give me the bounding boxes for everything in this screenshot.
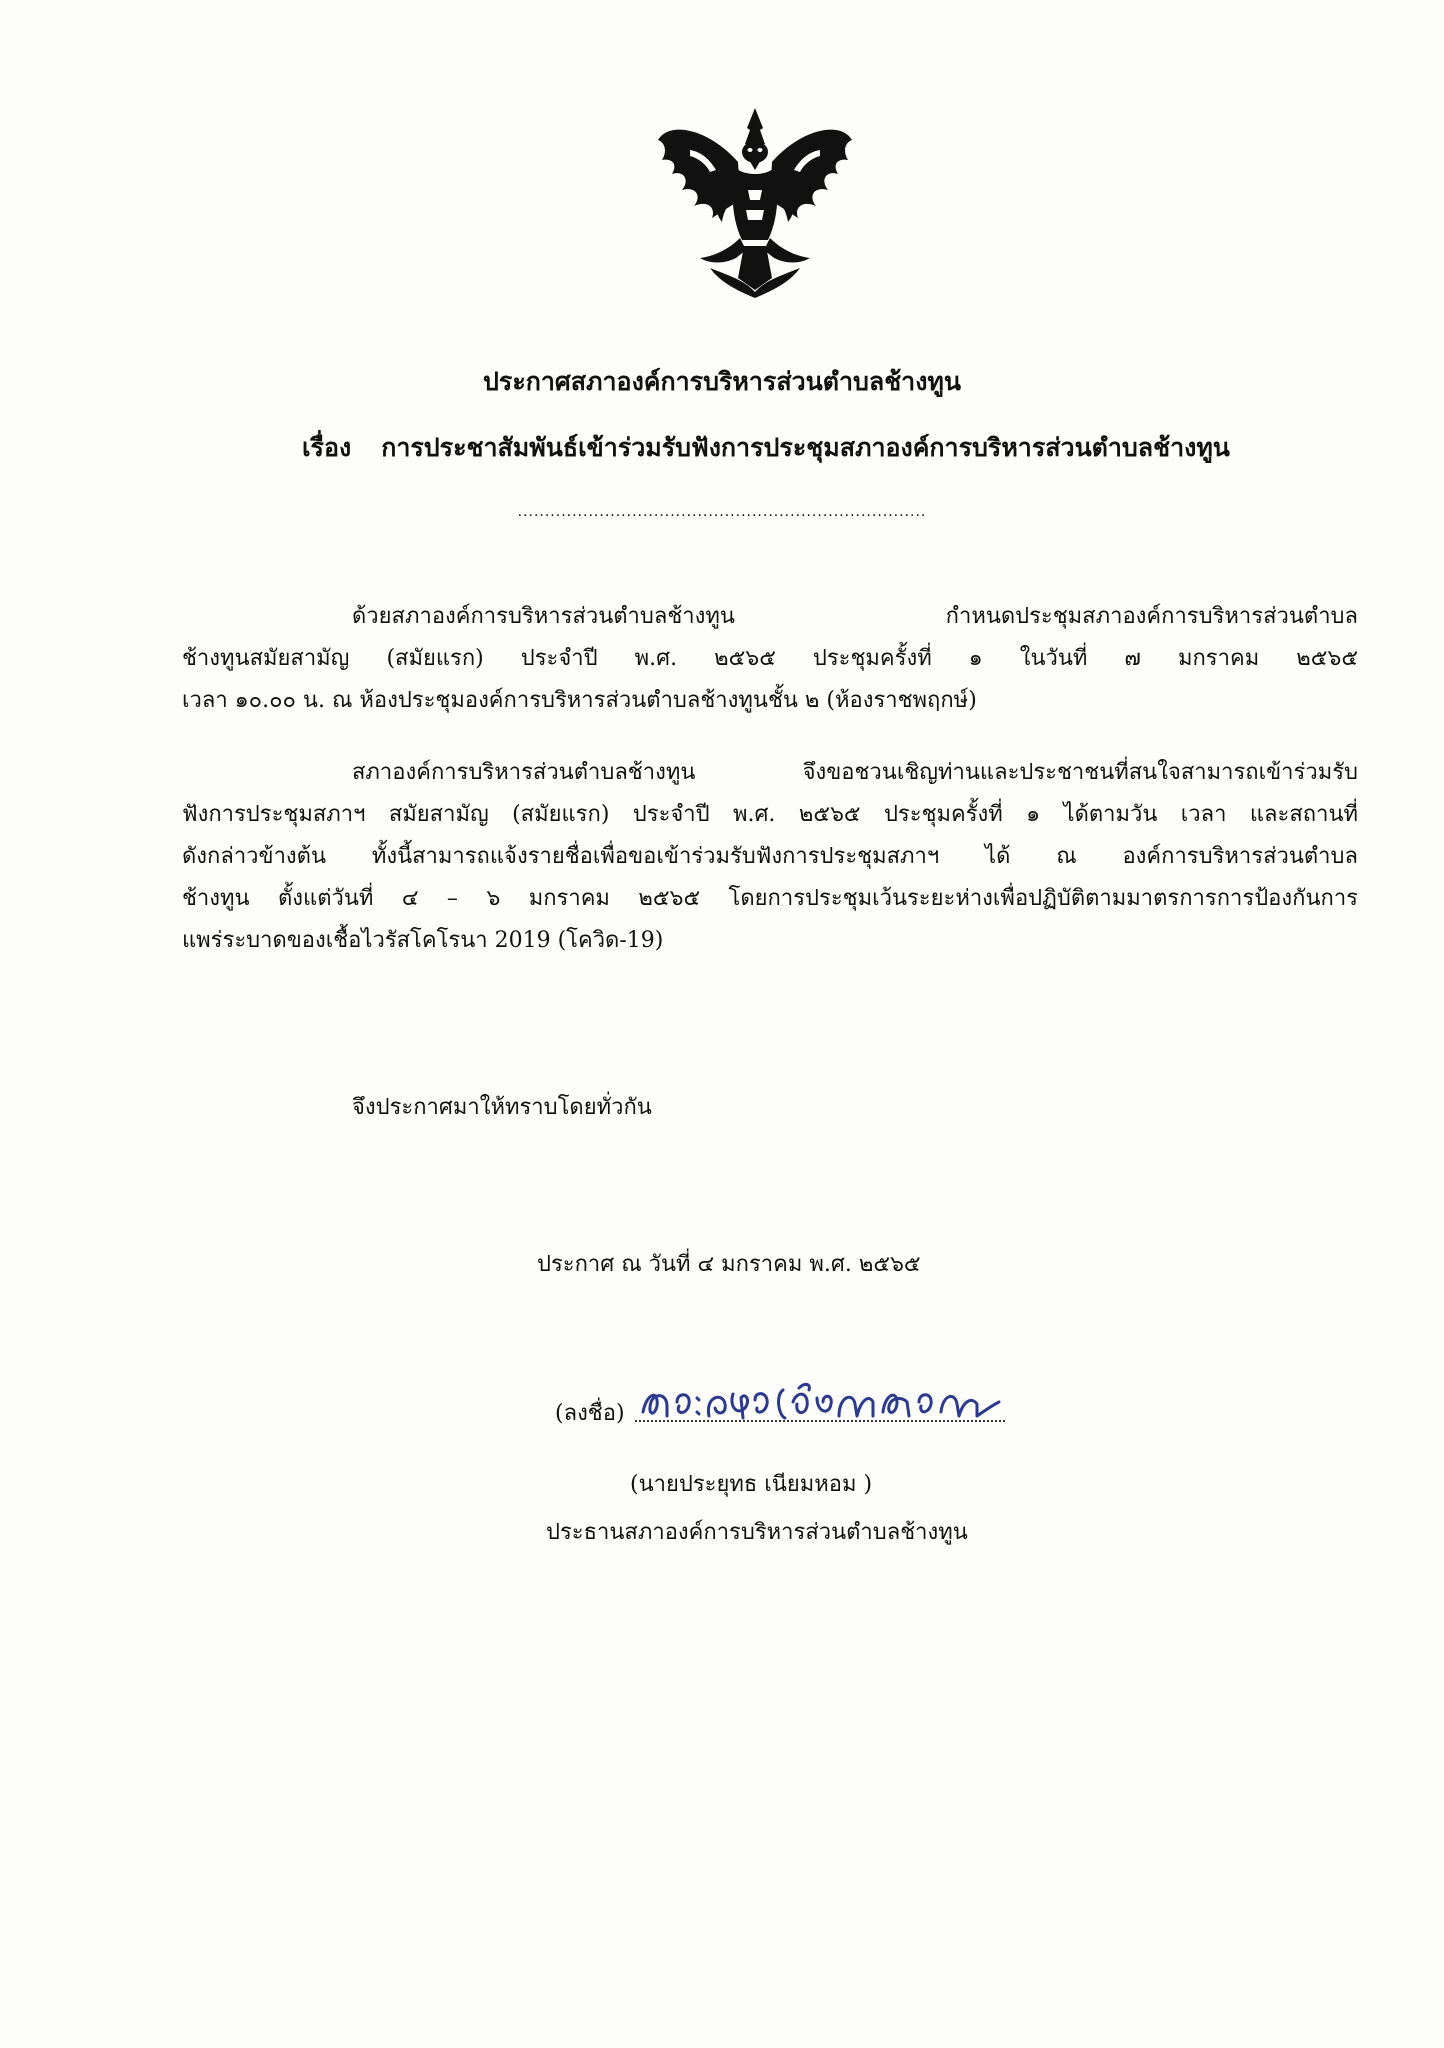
paragraph-line: สภาองค์การบริหารส่วนตำบลช้างทูน จึงขอชวนเชิญท่านและประชาชนที่สนใจสามารถเข้าร่วมรับ: [352, 760, 1358, 785]
paragraph-line: ด้วยสภาองค์การบริหารส่วนตำบลช้างทูน กำหนดประชุมสภาองค์การบริหารส่วนตำบล: [352, 604, 1358, 629]
paragraph-2: [182, 752, 1358, 962]
announcement-date: ประกาศ ณ วันที่ ๔ มกราคม พ.ศ. ๒๕๖๕: [537, 1252, 921, 1277]
closing-statement: จึงประกาศมาให้ทราบโดยทั่วกัน: [352, 1095, 652, 1120]
paragraph-line: เวลา ๑๐.๐๐ น. ณ ห้องประชุมองค์การบริหารส่วนตำบลช้างทูนชั้น ๒ (ห้องราชพฤกษ์): [182, 688, 977, 713]
paragraph-line: ฟังการประชุมสภาฯ สมัยสามัญ (สมัยแรก) ประจำปี พ.ศ. ๒๕๖๕ ประชุมครั้งที่ ๑ ได้ตามวัน เวลา และสถานที่: [182, 802, 1358, 827]
signature-block: [555, 1384, 1015, 1434]
paragraph-line: แพร่ระบาดของเชื้อไวรัสโคโรนา 2019 (โควิด-19): [182, 928, 664, 953]
handwritten-signature: [633, 1372, 1013, 1432]
signer-name: (นายประยุทธ เนียมหอม ): [630, 1472, 873, 1497]
paragraph-1: [182, 596, 1358, 722]
paragraph-line: ช้างทูนสมัยสามัญ (สมัยแรก) ประจำปี พ.ศ. ๒๕๖๕ ประชุมครั้งที่ ๑ ในวันที่ ๗ มกราคม ๒๕๖๕: [182, 646, 1358, 671]
signer-position: ประธานสภาองค์การบริหารส่วนตำบลช้างทูน: [546, 1520, 968, 1545]
paragraph-line: ดังกล่าวข้างต้น ทั้งนี้สามารถแจ้งรายชื่อเพื่อขอเข้าร่วมรับฟังการประชุมสภาฯ ได้ ณ องค์การบริหารส่วนตำบล: [182, 844, 1358, 869]
garuda-emblem-icon: [650, 100, 860, 300]
title-separator: ...........................................................................: [517, 504, 927, 520]
subject-line: [302, 428, 1230, 468]
announcement-title: ประกาศสภาองค์การบริหารส่วนตำบลช้างทูน: [483, 367, 961, 396]
sign-label: (ลงชื่อ): [555, 1401, 625, 1426]
paragraph-line: ช้างทูน ตั้งแต่วันที่ ๔ – ๖ มกราคม ๒๕๖๕ โดยการประชุมเว้นระยะห่างเพื่อปฏิบัติตามมาตรการการป้องกันการ: [182, 886, 1358, 911]
subject-label: เรื่อง: [302, 433, 352, 462]
subject-text: การประชาสัมพันธ์เข้าร่วมรับฟังการประชุมสภาองค์การบริหารส่วนตำบลช้างทูน: [381, 433, 1230, 462]
